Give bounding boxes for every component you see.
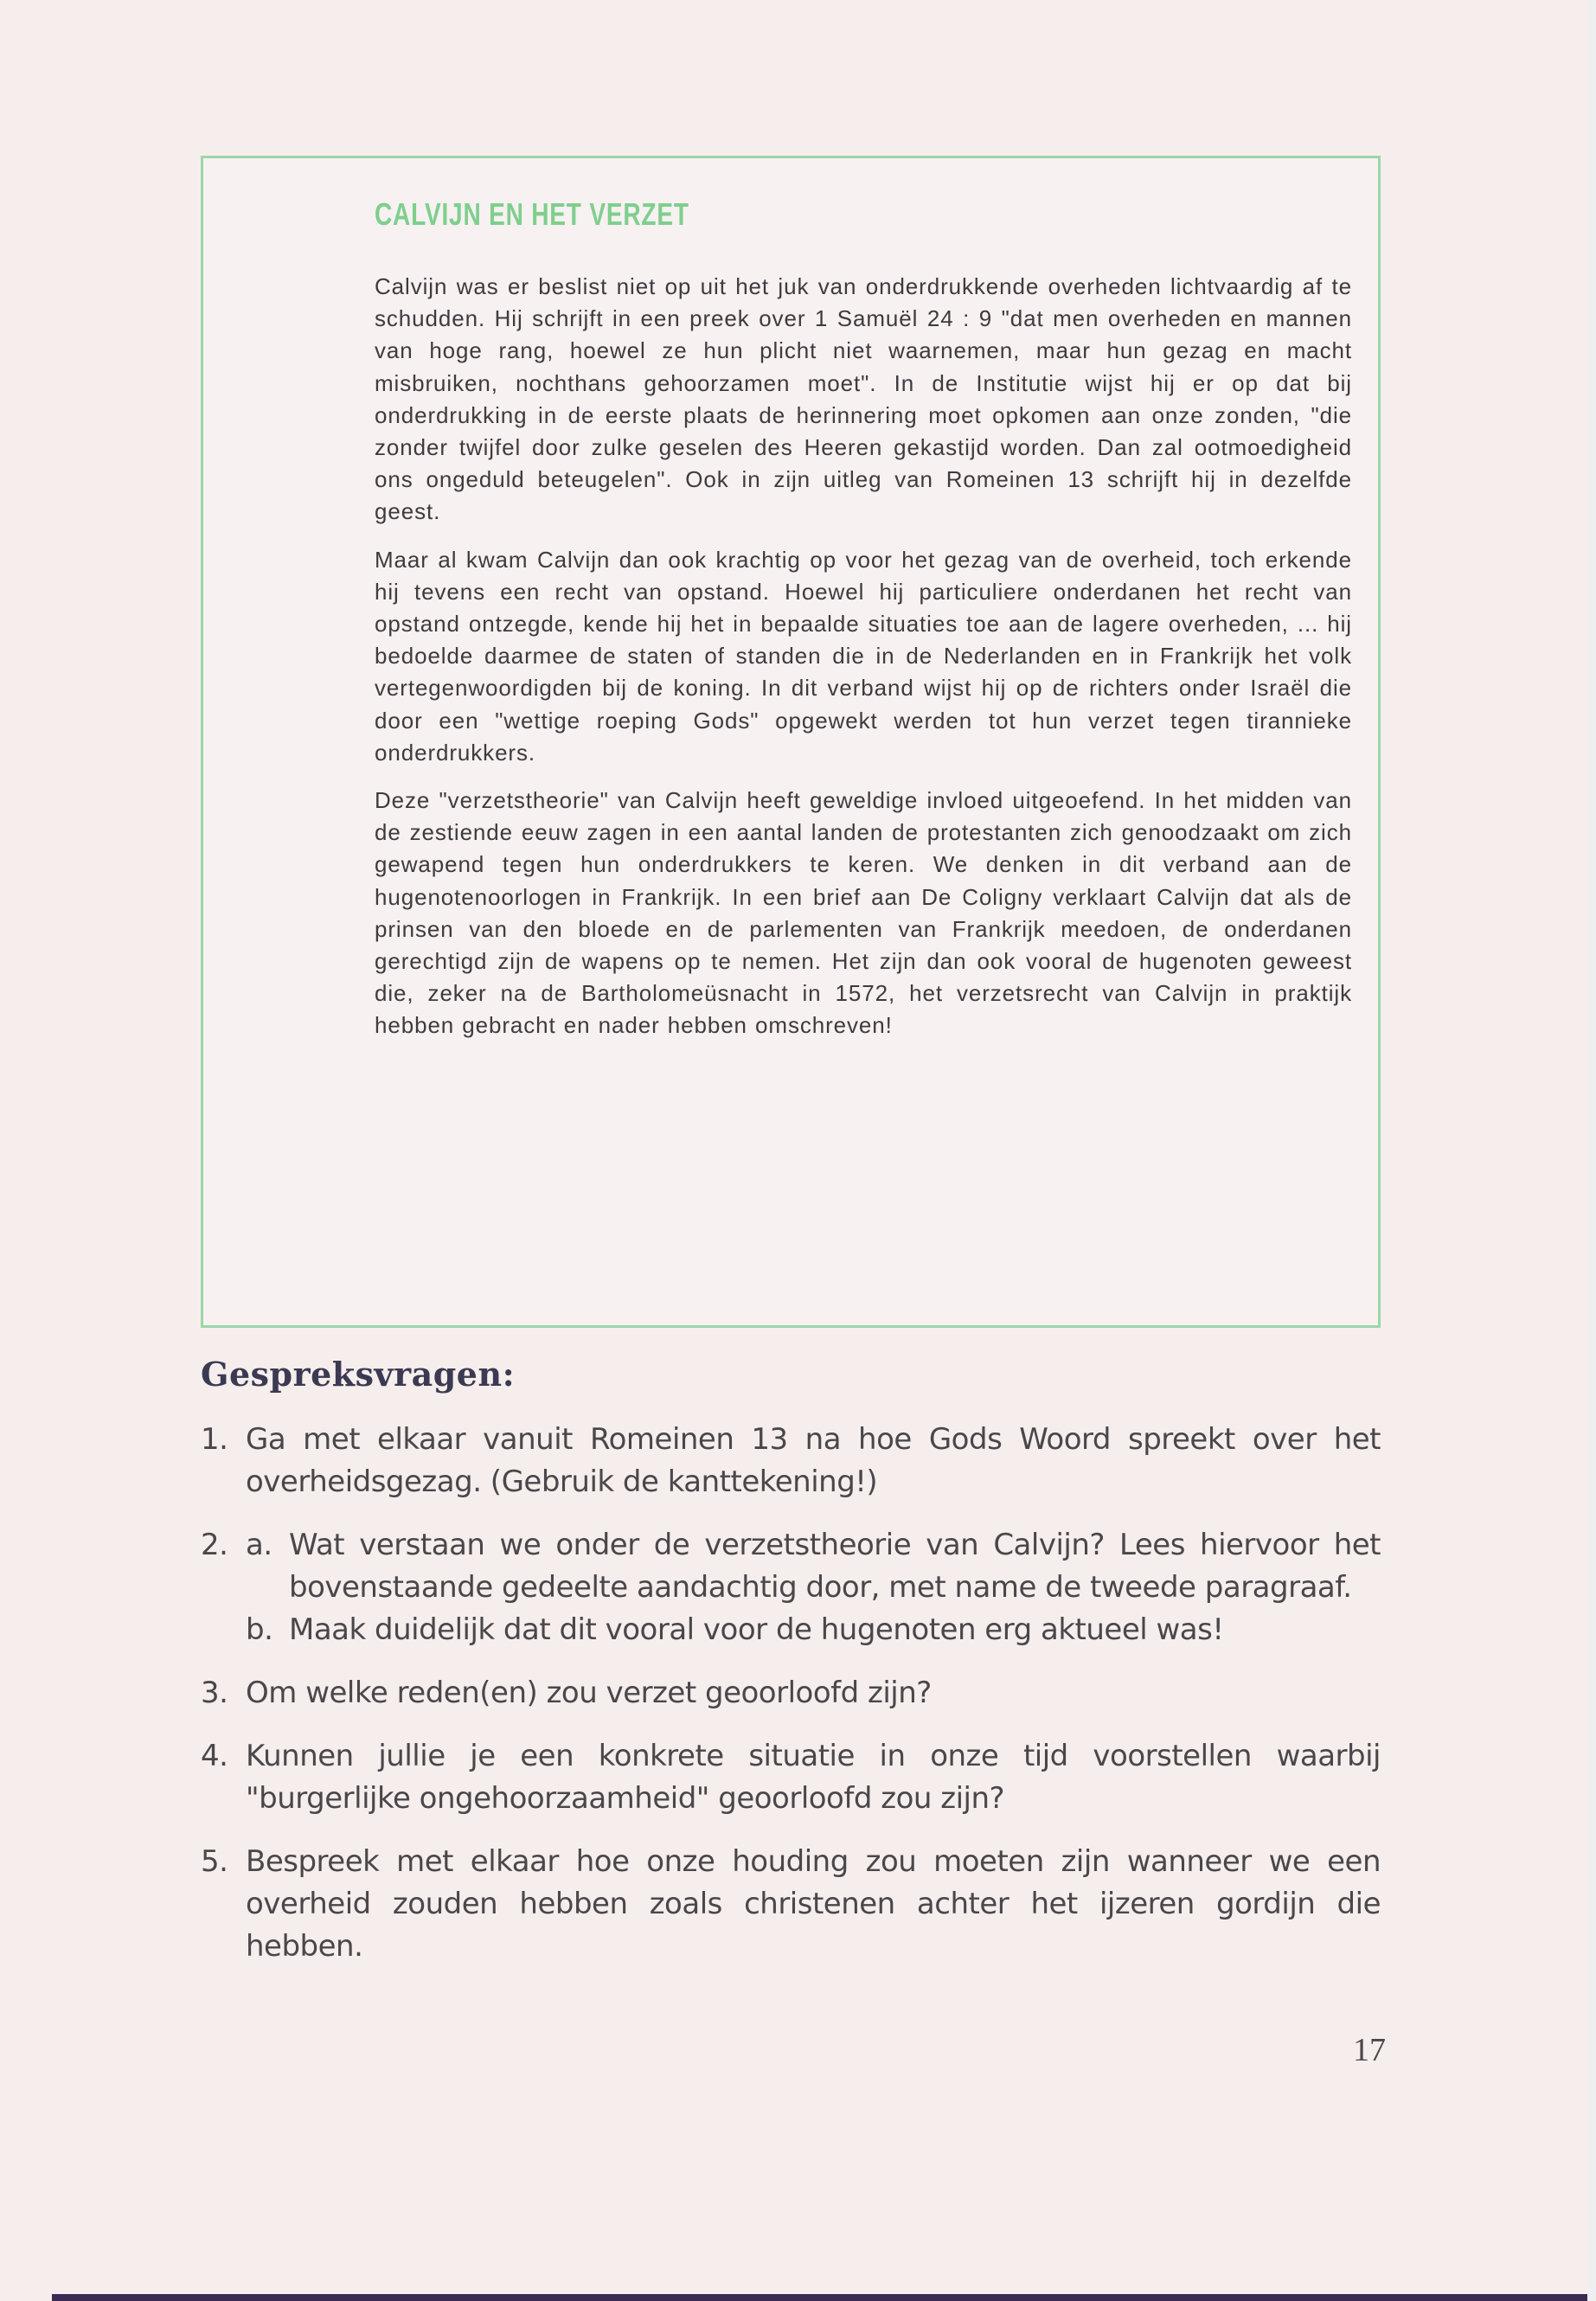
subitem-letter: a. [246, 1528, 272, 1562]
inset-paragraph: Deze "verzetstheorie" van Calvijn heeft geweldige invloed uitgeoefend. In het midden van de zestiende eeuw zagen in een aantal landen de protestanten zich genoodzaakt om zich gewapend tegen hun onderdrukkers te keren. We denken in dit verband aan de hugenotenoorlogen in Frankrijk. In een brief aan De Coligny verklaart Calvijn dat als de prinsen van den bloede en de parlementen van Frankrijk meedoen, de onderdanen gerechtigd zijn de wapens op te nemen. Het zijn dan ook vooral de hugenoten geweest die, zeker na de Bartholomeüsnacht in 1572, het verzetsrecht van Calvijn in praktijk hebben gebracht en nader hebben omschreven! [375, 787, 1352, 1039]
question-text: Om welke reden(en) zou verzet geoorloofd zijn? [246, 1676, 932, 1710]
inset-paragraph: Maar al kwam Calvijn dan ook krachtig op voor het gezag van de overheid, toch erkende hij tevens een recht van opstand. Hoewel hij particuliere onderdanen het recht van opstand ontzegde, kende hij het in bepaalde situaties toe aan de lagere overheden, ... hij bedoelde daarmee de staten of standen die in de Nederlanden en in Frankrijk het volk vertegenwoordigden bij de koning. In dit verband wijst hij op de richters onder Israël die door een "wettige roeping Gods" opgewekt werden tot hun verzet tegen tirannieke onderdrukkers. [375, 546, 1352, 766]
inset-paragraph: Calvijn was er beslist niet op uit het juk van onderdrukkende overheden lichtvaardig af te schudden. Hij schrijft in een preek over 1 Samuël 24 : 9 "dat men overheden en mannen van hoge rang, hoewel ze hun plicht niet waarnemen, maar hun gezag en macht misbruiken, nochthans gehoorzamen moet". In de Institutie wijst hij er op dat bij onderdrukking in de eerste plaats de herinnering moet opkomen aan onze zonden, "die zonder twijfel door zulke geselen des Heeren gekastijd worden. Dan zal ootmoedigheid ons ongeduld beteugelen". Ook in zijn uitleg van Romeinen 13 schrijft hij in dezelfde geest. [375, 273, 1352, 525]
question-text: Bespreek met elkaar hoe onze houding zou moeten zijn wanneer we een overheid zouden hebben zoals christenen achter het ijzeren gordijn die hebben. [246, 1844, 1381, 1964]
inset-body [375, 271, 1352, 1058]
question-number: 4. [201, 1739, 228, 1773]
question-item [201, 1841, 1386, 1968]
question-item [201, 1524, 1386, 1651]
questions-list [201, 1419, 1386, 1989]
question-subitem [246, 1609, 1381, 1651]
question-item [201, 1672, 1386, 1715]
question-subitem [246, 1524, 1381, 1609]
question-text: Ga met elkaar vanuit Romeinen 13 na hoe Gods Woord spreekt over het overheidsgezag. (Gebruik de kanttekening!) [246, 1422, 1381, 1499]
inset-box-calvijn [201, 156, 1381, 1328]
subitem-letter: b. [246, 1612, 273, 1647]
subitem-text: Wat verstaan we onder de verzetstheorie van Calvijn? Lees hiervoor het bovenstaande gedeelte aandachtig door, met name de tweede paragraaf. [289, 1528, 1381, 1605]
question-subitems [246, 1524, 1386, 1651]
question-item [201, 1735, 1386, 1820]
page-edge-shadow [1587, 0, 1596, 2301]
question-number: 5. [201, 1844, 228, 1879]
inset-title: CALVIJN EN HET VERZET [375, 196, 689, 232]
subitem-text: Maak duidelijk dat dit vooral voor de hugenoten erg aktueel was! [289, 1612, 1224, 1647]
question-number: 2. [201, 1528, 228, 1562]
questions-heading: Gespreksvragen: [201, 1355, 516, 1394]
question-text: Kunnen jullie je een konkrete situatie in onze tijd voorstellen waarbij "burgerlijke ongehoorzaamheid" geoorloofd zou zijn? [246, 1739, 1381, 1816]
question-number: 1. [201, 1422, 228, 1457]
question-number: 3. [201, 1676, 228, 1710]
question-item [201, 1419, 1386, 1503]
page-number: 17 [1353, 2032, 1386, 2068]
scan-bottom-edge [52, 2294, 1587, 2301]
